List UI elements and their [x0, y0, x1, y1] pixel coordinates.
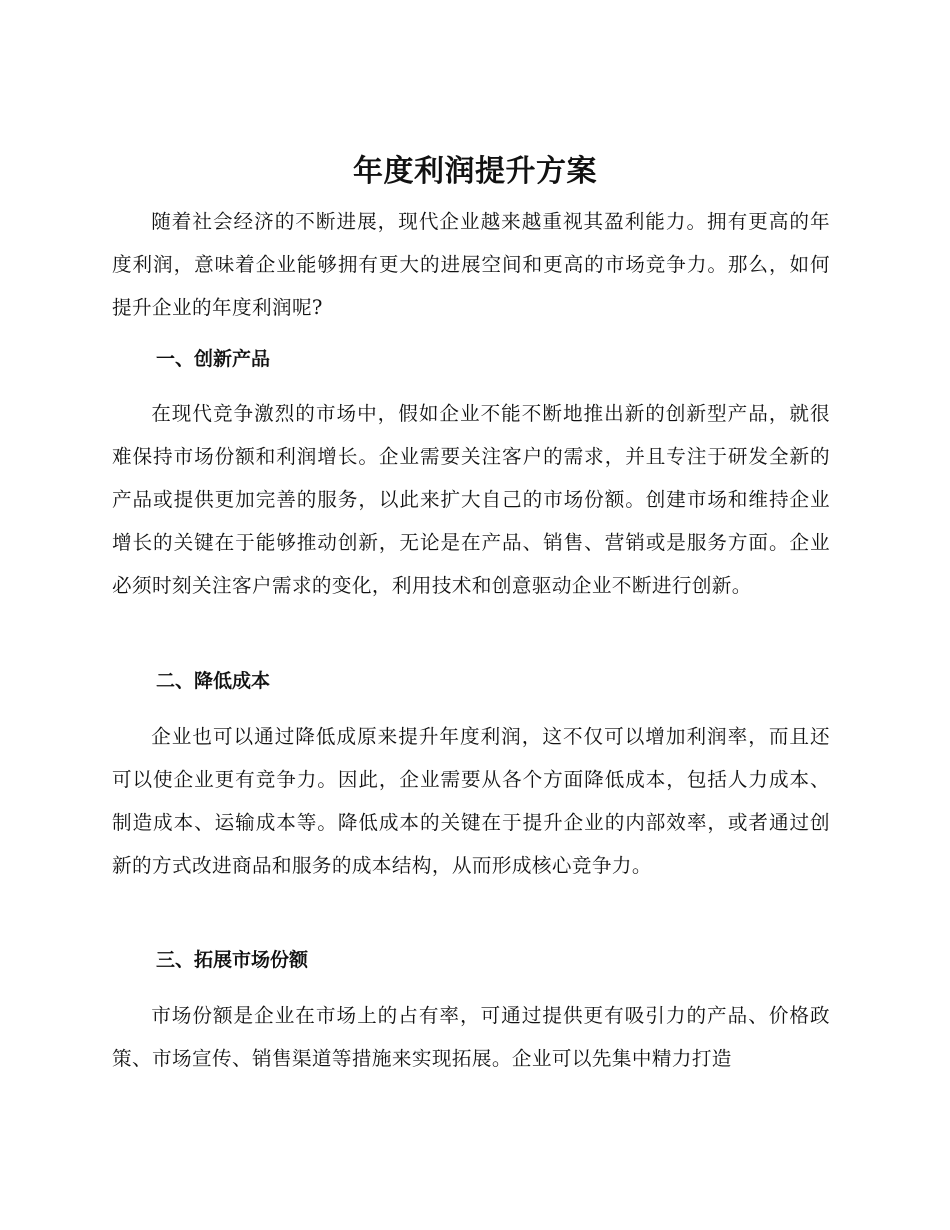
intro-paragraph: 随着社会经济的不断进展，现代企业越来越重视其盈利能力。拥有更高的年度利润，意味着企业能够拥有更大的进展空间和更高的市场竞争力。那么，如何提升企业的年度利润呢? — [112, 210, 830, 319]
section-paragraph: 企业也可以通过降低成原来提升年度利润，这不仅可以增加利润率，而且还可以使企业更有竞争力。因此，企业需要从各个方面降低成本，包括人力成本、制造成本、运输成本等。降低成本的关键在于提升企业的内部效率，或者通过创新的方式改进商品和服务的成本结构，从而形成核心竞争力。 — [112, 725, 830, 877]
section-heading: 一、创新产品 — [156, 348, 271, 370]
section-1-body — [112, 392, 830, 607]
intro-block — [112, 200, 830, 329]
section-paragraph: 市场份额是企业在市场上的占有率，可通过提供更有吸引力的产品、价格政策、市场宣传、销售渠道等措施来实现拓展。企业可以先集中精力打造 — [112, 1004, 830, 1070]
document-title: 年度利润提升方案 — [353, 154, 597, 189]
section-paragraph: 在现代竞争激烈的市场中，假如企业不能不断地推出新的创新型产品，就很难保持市场份额和利润增长。企业需要关注客户的需求，并且专注于研发全新的产品或提供更加完善的服务，以此来扩大自己的市场份额。创建市场和维持企业增长的关键在于能够推动创新，无论是在产品、销售、营销或是服务方面。企业必须时刻关注客户需求的变化，利用技术和创意驱动企业不断进行创新。 — [112, 402, 830, 597]
section-2 — [112, 663, 830, 699]
section-1 — [112, 341, 830, 377]
section-heading: 二、降低成本 — [156, 670, 271, 692]
section-heading: 三、拓展市场份额 — [156, 949, 309, 971]
section-2-body — [112, 715, 830, 887]
section-3 — [112, 942, 830, 978]
section-3-body — [112, 994, 830, 1080]
